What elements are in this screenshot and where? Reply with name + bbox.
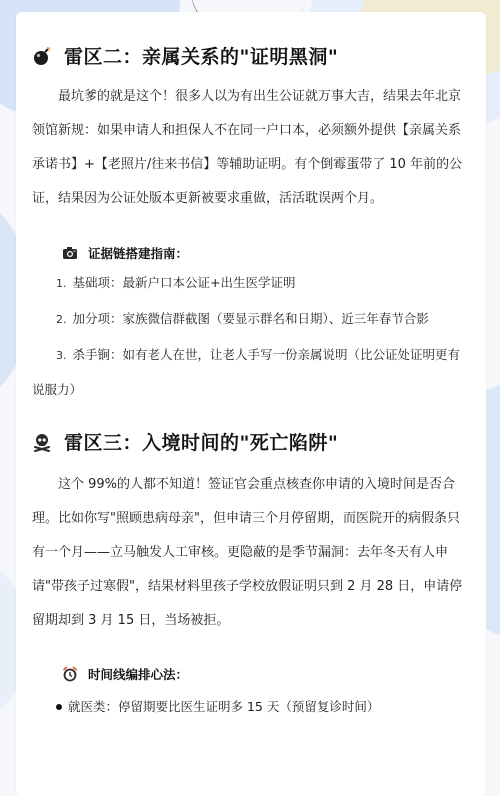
section-2-subheading-text: 证据链搭建指南： <box>88 246 189 261</box>
bullet-icon <box>56 704 62 710</box>
skull-crossbones-icon <box>32 432 52 452</box>
list-item: 3. 杀手锏：如有老人在世，让老人手写一份亲属说明（比公证处证明更有说服力） <box>32 347 461 397</box>
section-3-subheading <box>60 664 188 684</box>
list-item: 1. 基础项：最新户口本公证+出生医学证明 <box>56 275 296 290</box>
section-2-heading <box>32 42 338 69</box>
section-3-title: 雷区三：入境时间的"死亡陷阱" <box>64 432 339 454</box>
article-card <box>16 12 486 796</box>
section-3-subheading-text: 时间线编排心法： <box>88 667 189 682</box>
list-item: 就医类：停留期要比医生证明多 15 天（预留复诊时间） <box>56 690 379 724</box>
alarm-clock-icon <box>60 664 80 684</box>
list-item: 2. 加分项：家族微信群截图（要显示群名和日期）、近三年春节合影 <box>56 311 429 326</box>
camera-icon <box>60 243 80 263</box>
bomb-icon <box>32 46 52 66</box>
section-2-title: 雷区二：亲属关系的"证明黑洞" <box>64 46 339 68</box>
section-2-subheading <box>60 243 188 263</box>
section-3-paragraph: 这个 99%的人都不知道！签证官会重点核查你申请的入境时间是否合理。比如你写"照顾患病母亲"，但申请三个月停留期，而医院开的病假条只有一个月——立马触发人工审核。更隐蔽的是季节漏洞：去年冬天有人申请"带孩子过寒假"，结果材料里孩子学校放假证明只到 2 月 28 日，申请停留期却到 3 月 15 日，当场被拒。 <box>32 477 463 628</box>
section-2-paragraph: 最坑爹的就是这个！很多人以为有出生公证就万事大吉，结果去年北京领馆新规：如果申请人和担保人不在同一户口本，必须额外提供【亲属关系承诺书】+【老照片/往来书信】等辅助证明。有个倒霉蛋带了 10 年前的公证，结果因为公证处版本更新被要求重做，活活耽误两个月。 <box>32 89 463 206</box>
section-3-heading <box>32 428 338 455</box>
